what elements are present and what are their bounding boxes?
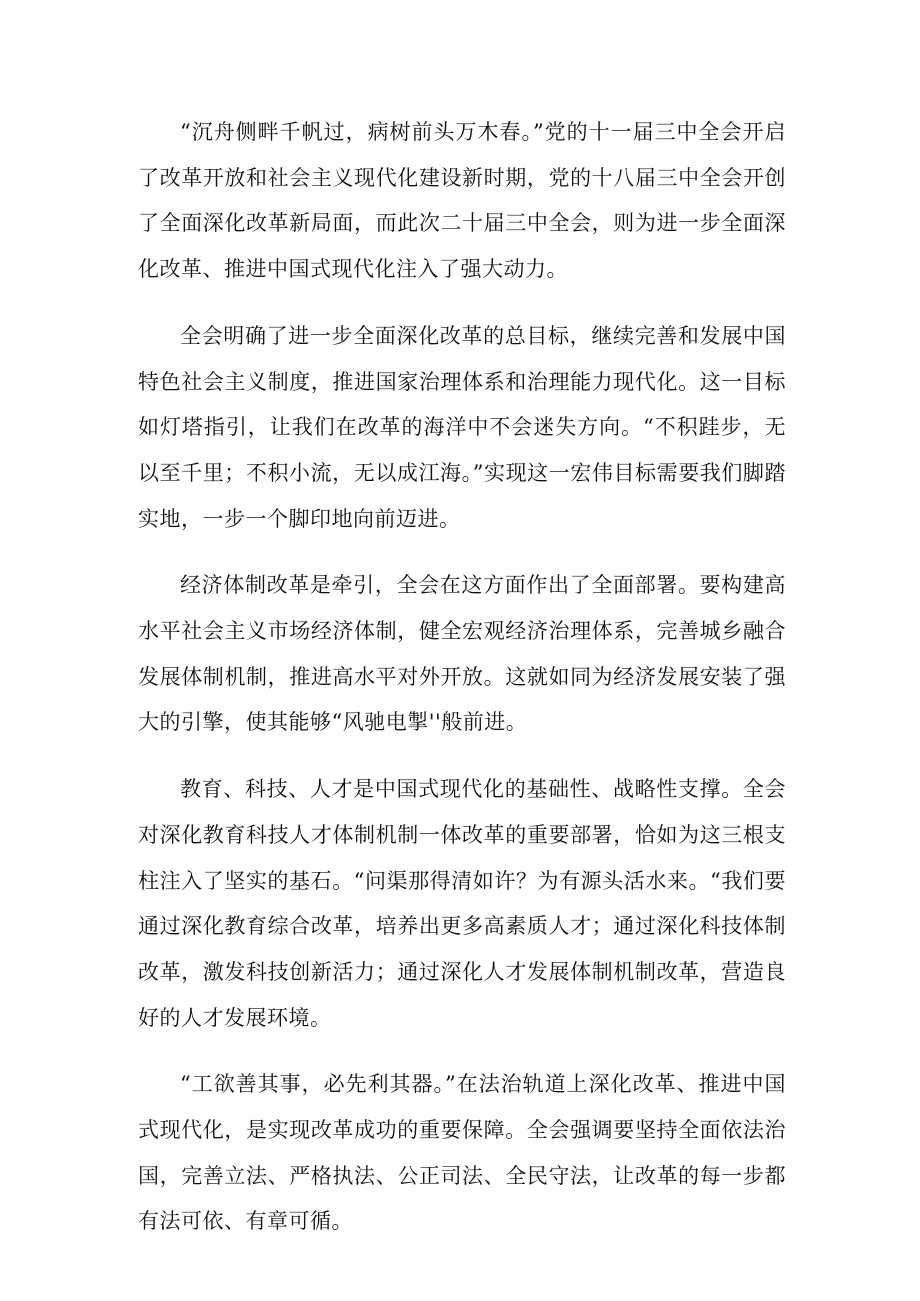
paragraph-4: 教育、科技、人才是中国式现代化的基础性、战略性支撑。全会对深化教育科技人才体制机制一体改革的重要部署，恰如为这三根支柱注入了坚实的基石。“问渠那得清如许？为有源头活水来。“我们要通过深化教育综合改革，培养出更多高素质人才；通过深化科技体制改革，激发科技创新活力；通过深化人才发展体制机制改革，营造良好的人才发展环境。: [138, 777, 786, 1030]
paragraph-1: “沉舟侧畔千帆过，病树前头万木春。”党的十一届三中全会开启了改革开放和社会主义现代化建设新时期，党的十八届三中全会开创了全面深化改革新局面，而此次二十届三中全会，则为进一步全面深化改革、推进中国式现代化注入了强大动力。: [138, 120, 786, 282]
paragraph-5: “工欲善其事，必先利其器。”在法治轨道上深化改革、推进中国式现代化，是实现改革成功的重要保障。全会强调要坚持全面依法治国，完善立法、严格执法、公正司法、全民守法，让改革的每一步都有法可依、有章可循。: [138, 1072, 786, 1234]
document-body: [138, 110, 786, 1266]
paragraph-2: 全会明确了进一步全面深化改革的总目标，继续完善和发展中国特色社会主义制度，推进国家治理体系和治理能力现代化。这一目标如灯塔指引，让我们在改革的海洋中不会迷失方向。“不积跬步，无以至千里；不积小流，无以成江海。”实现这一宏伟目标需要我们脚踏实地，一步一个脚印地向前迈进。: [138, 323, 786, 531]
paragraph-3: 经济体制改革是牵引，全会在这方面作出了全面部署。要构建高水平社会主义市场经济体制，健全宏观经济治理体系，完善城乡融合发展体制机制，推进高水平对外开放。这就如同为经济发展安装了强大的引擎，使其能够“风驰电掣''般前进。: [138, 573, 786, 735]
